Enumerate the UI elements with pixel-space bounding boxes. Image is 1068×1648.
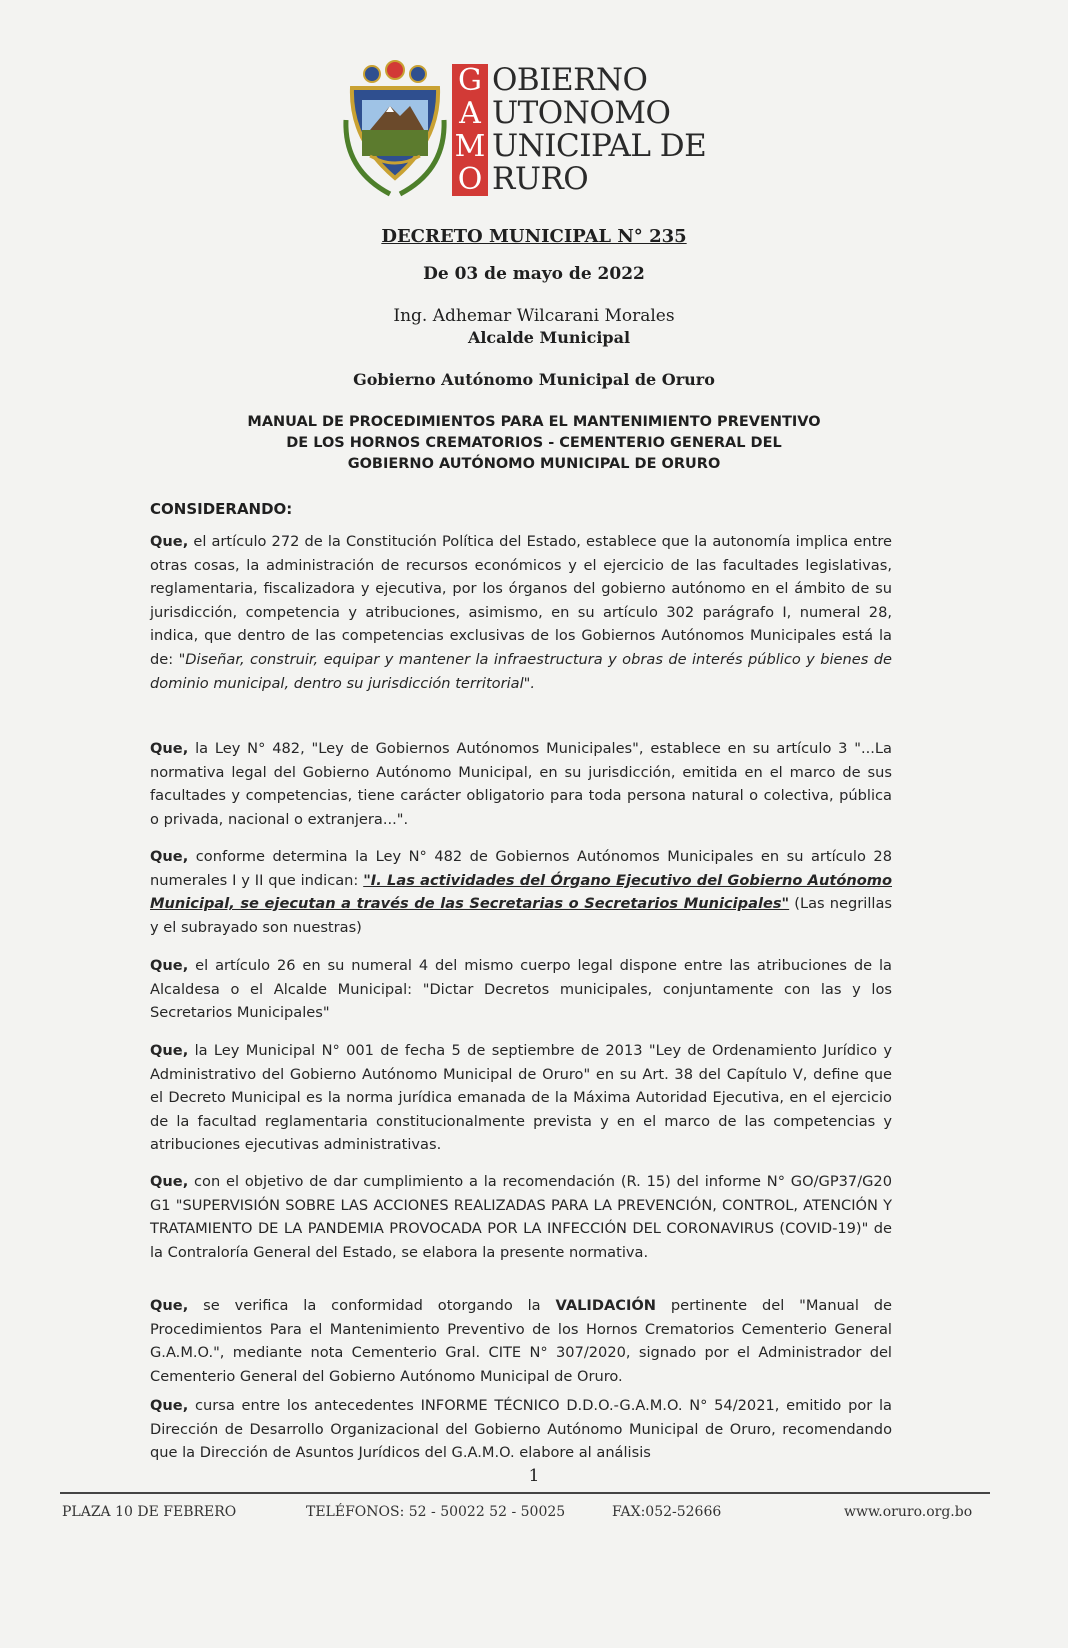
gamo-letter-a: A [459,96,481,131]
footer-divider [60,1492,990,1494]
decree-title: DECRETO MUNICIPAL N° 235 [381,226,687,247]
paragraph-lead: Que, [150,1042,189,1059]
paragraph-text: cursa entre los antecedentes INFORME TÉCNICO D.D.O.-G.A.M.O. N° 54/2021, emitido por la Dirección de Desarrollo Organizacional del Gobierno Autónomo Municipal de Oruro, recomendando que la Dirección de Asuntos Jurídicos del G.A.M.O. elabore al análisis [150,1397,892,1462]
paragraph-text: la Ley Municipal N° 001 de fecha 5 de septiembre de 2013 "Ley de Ordenamiento Jurídico y Administrativo del Gobierno Autónomo Municipal de Oruro" en su Art. 38 del Capítulo V, define que el Decreto Municipal es la norma jurídica emanada de la Máxima Autoridad Ejecutiva, en el ejercicio de la facultad reglamentaria constitucionalmente prevista y en el marco de las competencias y atribuciones ejecutivas administrativas. [150,1042,892,1154]
institution-header [340,60,720,200]
paragraph-text: se verifica la conformidad otorgando la [188,1297,556,1314]
mayor-name: Ing. Adhemar Wilcarani Morales [393,306,675,326]
municipal-crest-icon [340,60,450,200]
paragraph-5 [150,1039,892,1157]
gamo-letter-m: M [454,129,486,164]
paragraph-4 [150,954,892,1025]
footer-address: PLAZA 10 DE FEBRERO [62,1504,237,1520]
validacion-word: VALIDACIÓN [555,1297,657,1314]
paragraph-text: conforme determina la Ley N° 482 de Gobiernos Autónomos Municipales en su artículo 28 numerales I y II que indican: [150,848,892,889]
org-name-line-3: UNICIPAL DE [492,128,707,164]
paragraph-lead: Que, [150,533,189,550]
paragraph-text: con el objetivo de dar cumplimiento a la recomendación (R. 15) del informe N° GO/GP37/G20 G1 "SUPERVISIÓN SOBRE LAS ACCIONES REALIZADAS PARA LA PREVENCIÓN, CONTROL, ATENCIÓN Y TRATAMIENTO DE LA PANDEMIA PROVOCADA POR LA INFECCIÓN DEL CORONAVIRUS (COVID-19)" de la Contraloría General del Estado, se elabora la presente normativa. [150,1173,892,1261]
paragraph-2 [150,737,892,831]
paragraph-underlined-quote: "I. Las actividades del Órgano Ejecutivo del Gobierno Autónomo Municipal, se ejecutan a través de las Secretarias o Secretarios Municipales" [150,871,892,913]
paragraph-lead: Que, [150,1173,189,1190]
paragraph-end: (Las negrillas y el subrayado son nuestras) [150,895,892,936]
manual-title-line-3: GOBIERNO AUTÓNOMO MUNICIPAL DE ORURO [347,456,721,472]
gamo-logo-bar [452,64,488,196]
paragraph-quote: "Diseñar, construir, equipar y mantener la infraestructura y obras de interés público y bienes de dominio municipal, dentro su jurisdicción territorial". [150,650,892,692]
paragraph-lead: Que, [150,957,189,974]
footer-phones: TELÉFONOS: 52 - 50022 52 - 50025 [306,1504,566,1520]
paragraph-lead: Que, [150,740,189,757]
footer-website[interactable]: www.oruro.org.bo [844,1504,973,1520]
page-number: 1 [528,1466,540,1486]
paragraph-1 [150,530,892,695]
manual-title [0,412,1068,475]
paragraph-3 [150,845,892,939]
org-name-line-2: UTONOMO [492,95,671,131]
paragraph-6 [150,1170,892,1264]
paragraph-lead: Que, [150,1397,189,1414]
paragraph-end: pertinente del "Manual de Procedimientos Para el Mantenimiento Preventivo de los Hornos Crematorios Cementerio General G.A.M.O.", mediante nota Cementerio Gral. CITE N° 307/2020, signado por el Administrador del Cementerio General del Gobierno Autónomo Municipal de Oruro. [150,1297,892,1385]
org-name-line-4: RURO [492,161,589,197]
decree-date: De 03 de mayo de 2022 [423,264,645,284]
paragraph-text: el artículo 26 en su numeral 4 del mismo cuerpo legal dispone entre las atribuciones de la Alcaldesa o el Alcalde Municipal: "Dictar Decretos municipales, conjuntamente con las y los Secretarios Municipales" [150,957,892,1022]
manual-title-line-1: MANUAL DE PROCEDIMIENTOS PARA EL MANTENIMIENTO PREVENTIVO [247,414,821,430]
government-name: Gobierno Autónomo Municipal de Oruro [353,370,715,389]
gamo-letter-o: O [457,162,483,197]
paragraph-text: la Ley N° 482, "Ley de Gobiernos Autónomos Municipales", establece en su artículo 3 "...La normativa legal del Gobierno Autónomo Municipal, en su jurisdicción, emitida en el marco de sus facultades y competencias, tiene carácter obligatorio para toda persona natural o colectiva, pública o privada, nacional o extranjera...". [150,740,892,828]
footer-fax: FAX:052-52666 [612,1504,722,1520]
paragraph-text: el artículo 272 de la Constitución Política del Estado, establece que la autonomía implica entre otras cosas, la administración de recursos económicos y el ejercicio de las facultades legislativas, reglamentaria, fiscalizadora y ejecutiva, por los órganos del gobierno autónomo en el ámbito de su jurisdicción, competencia y atribuciones, asimismo, en su artículo 302 parágrafo I, numeral 28, indica, que dentro de las competencias exclusivas de los Gobiernos Autónomos Municipales está la de: [150,533,892,668]
mayor-role: Alcalde Municipal [467,328,631,347]
paragraph-lead: Que, [150,848,189,865]
org-name-line-1: OBIERNO [492,62,648,98]
paragraph-8 [150,1394,892,1465]
considerando-heading: CONSIDERANDO: [150,500,293,518]
manual-title-line-2: DE LOS HORNOS CREMATORIOS - CEMENTERIO GENERAL DEL [286,435,782,451]
paragraph-lead: Que, [150,1297,189,1314]
gamo-letter-g: G [458,63,482,98]
paragraph-7 [150,1294,892,1388]
